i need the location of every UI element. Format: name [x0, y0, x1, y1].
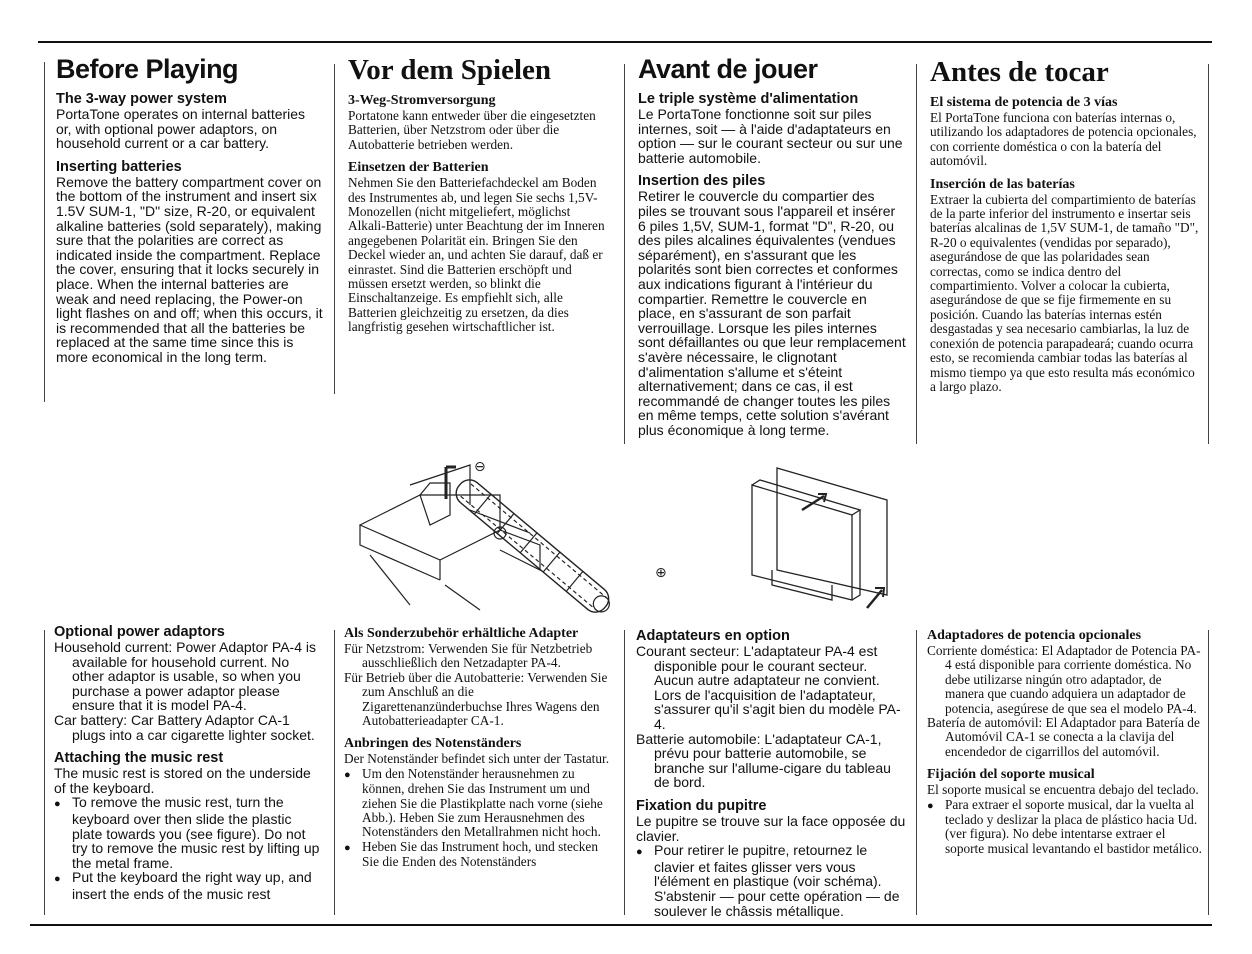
section-heading: Anbringen des Notenständers: [344, 736, 522, 752]
page-title: Avant de jouer: [638, 54, 818, 84]
paragraph: El PortaTone funciona con baterías internas o, utilizando los adaptadores de potencia opcionales, con corriente doméstica o con la batería del automóvil.: [930, 110, 1197, 169]
english-section: [56, 56, 324, 373]
spanish-section: [930, 58, 1202, 402]
section-heading: Attaching the music rest: [54, 750, 224, 767]
list-item: ● To remove the music rest, turn the keyboard over then slide the plastic plate towards you (see figure). Do not try to remove the music rest by lifting up the metal frame.: [54, 795, 324, 870]
top-rule: [38, 41, 1212, 43]
column-divider: [334, 630, 335, 915]
column-divider: [1208, 64, 1209, 444]
battery-insertion-illustration: [350, 455, 680, 615]
plus-terminal-label: ⊕: [655, 565, 667, 581]
spanish-bottom-section: [927, 628, 1202, 856]
paragraph: Extraer la cubierta del compartimiento de baterías de la parte inferior del instrumento e insertar seis baterías alcalinas de 1,5V SUM-1, de tamaño "D", R-20 o equivalentes (vendidas por separado), asegurándose de que las polaridades sean correctas, como se indica dentro del compartimiento. Volver a colocar la cubierta, asegurándose de que se fije firmemente en su posición. Cuando las baterías internas estén desgastadas y sea necesario cambiarlas, la luz de conexión de potencia parapadeará; cuando ocurra esto, se recomienda cambiar todas las baterías al mismo tiempo ya que esto resulta más económico a largo plazo.: [930, 191, 1199, 394]
section-heading: The 3-way power system: [56, 91, 227, 107]
section-heading: Adaptadores de potencia opcionales: [927, 628, 1142, 643]
column-divider: [916, 64, 917, 444]
column-divider: [44, 630, 45, 915]
list-item: ● Pour retirer le pupitre, retournez le clavier et faites glisser vers vous l'élément en plastique (voir schéma). S'abstenir — pour cette opération — de soulever le châssis métallique.: [636, 843, 906, 918]
paragraph: The music rest is stored on the underside of the keyboard.: [54, 765, 311, 796]
section-heading: Optional power adaptors: [54, 624, 225, 640]
list-item: ● Para extraer el soporte musical, dar la vuelta al teclado y deslizar la placa de plástico hacia Ud. (ver figura). No debe intentarse extraer el soporte musical levantando el bastidor metálico.: [927, 798, 1202, 857]
list-item: Batterie automobile: L'adaptateur CA-1, prévu pour batterie automobile, se branche sur l'allume-cigare du tableau de bord.: [636, 730, 891, 791]
list-item: ● Um den Notenständer herausnehmen zu können, drehen Sie das Instrument um und ziehen Sie die Plastikplatte nach vorne (siehe Abb.). Heben Sie zum Herausnehmen des Notenständers den Metallrahmen nicht hoch.: [344, 767, 612, 840]
section-heading: Inserting batteries: [56, 158, 182, 175]
bottom-rule: [30, 924, 1212, 926]
column-divider: [624, 64, 625, 444]
column-divider: [334, 64, 335, 394]
list-item: Car battery: Car Battery Adaptor CA-1 plugs into a car cigarette lighter socket.: [54, 711, 315, 743]
list-item: Courant secteur: L'adaptateur PA-4 est disponible pour le courant secteur. Aucun autre adaptateur ne convient. Lors de l'acquisition de l'adaptateur, s'assurer qu'il s'agit bien du modèle PA-4.: [636, 643, 901, 732]
paragraph: Retirer le couvercle du compartier des piles se trouvant sous l'appareil et insérer 6 piles 1,5V, SUM-1, format "D", R-20, ou des piles alcalines équivalentes (vendues séparément), en s'assurant que les polarités sont bien correctes et conformes aux indications figurant à l'intérieur du compartier. Remettre le couvercle en place, en s'assurant de son parfait verrouillage. Lorsque les piles internes sont défaillantes ou que leur remplacement s'avère nécessaire, le clignotant d'alimentation s'allume et s'éteint alternativement; dans ce cas, il est recommandé de changer toutes les piles en même temps, cette solution s'avérant plus économique à long terme.: [638, 188, 906, 438]
section-heading: Fixation du pupitre: [636, 797, 767, 814]
french-section: [638, 56, 906, 445]
section-heading: Einsetzen der Batterien: [348, 160, 489, 176]
section-heading: Fijación del soporte musical: [927, 767, 1095, 783]
paragraph: Der Notenständer befindet sich unter der Tastatur.: [344, 751, 610, 767]
section-heading: Inserción de las baterías: [930, 176, 1075, 192]
paragraph: El soporte musical se encuentra debajo del teclado.: [927, 782, 1199, 798]
column-divider: [44, 62, 45, 402]
column-divider: [1208, 630, 1209, 915]
list-item: ● Heben Sie das Instrument hoch, und stecken Sie die Enden des Notenständers: [344, 840, 612, 870]
battery-cover-illustration: [732, 460, 892, 610]
minus-terminal-label: ⊖: [474, 459, 486, 475]
paragraph: Portatone kann entweder über die eingesetzten Batterien, über Netzstrom oder über die Autobatterie betrieben werden.: [348, 108, 596, 152]
page-title: Antes de tocar: [930, 56, 1109, 88]
section-heading: 3-Weg-Stromversorgung: [348, 93, 496, 108]
german-bottom-section: [344, 626, 612, 870]
section-heading: Insertion des piles: [638, 173, 766, 190]
list-item: Corriente doméstica: El Adaptador de Potencia PA-4 está disponible para corriente doméstica. No debe utilizarse ningún otro adaptador, de manera que cuando adquiera un adaptador de potencia, asegúrese de que sea el modelo PA-4.: [927, 643, 1201, 716]
paragraph: Le pupitre se trouve sur la face opposée du clavier.: [636, 812, 906, 844]
list-item: ● Put the keyboard the right way up, and insert the ends of the music rest: [54, 870, 324, 901]
list-item: Household current: Power Adaptor PA-4 is available for household current. No other adaptor is usable, so when you purchase a power adaptor please ensure that it is model PA-4.: [54, 639, 316, 714]
list-item: Für Netzstrom: Verwenden Sie für Netzbetrieb ausschließlich den Netzadapter PA-4.: [344, 641, 593, 671]
german-section: [348, 56, 610, 343]
paragraph: Nehmen Sie den Batteriefachdeckel am Boden des Instrumentes ab, und legen Sie sechs 1,5V-Monozellen (nicht mitgeliefert, möglichst Alkali-Batterie) unter Beachtung der im Inneren angegebenen Polarität ein. Bringen Sie den Deckel wieder an, und achten Sie darauf, daß er einrastet. Sind die Batterien erschöpft und müssen ersetzt werden, so blinkt die Einschaltanzeige. Es empfiehlt sich, alle Batterien gleichzeitig zu ersetzen, da dies langfristig gesehen wirtschaftlicher ist.: [348, 175, 605, 335]
page-title: Vor dem Spielen: [348, 54, 552, 86]
list-item: Batería de automóvil: El Adaptador para Batería de Automóvil CA-1 se conecta a la clavija del encendedor de cigarrillos del automóvil.: [927, 715, 1200, 759]
paragraph: PortaTone operates on internal batteries or, with optional power adaptors, on household current or a car battery.: [56, 106, 306, 152]
column-divider: [624, 630, 625, 915]
paragraph: Le PortaTone fonctionne soit sur piles internes, soit — à l'aide d'adaptateurs en option — sur le courant secteur ou sur une batterie automobile.: [638, 106, 903, 166]
section-heading: Als Sonderzubehör erhältliche Adapter: [344, 626, 579, 641]
english-bottom-section: [54, 624, 324, 902]
page-title: Before Playing: [56, 54, 239, 84]
section-heading: Adaptateurs en option: [636, 628, 790, 644]
section-heading: El sistema de potencia de 3 vías: [930, 95, 1118, 110]
paragraph: Remove the battery compartment cover on the bottom of the instrument and insert six 1.5V SUM-1, "D" size, R-20, or equivalent alkaline batteries (sold separately), making sure that the polarities are correct as indicated inside the compartment. Replace the cover, ensuring that it locks securely in place. When the internal batteries are weak and need replacing, the Power-on light flashes on and off; when this occurs, it is recommended that all the batteries be replaced at the same time since this is more economical in the long term.: [56, 173, 323, 365]
section-heading: Le triple système d'alimentation: [638, 91, 859, 107]
list-item: Für Betrieb über die Autobatterie: Verwenden Sie zum Anschluß an die Zigarettenanzünderbuchse Ihres Wagens den Autobatterieadapter CA-1.: [344, 669, 608, 729]
column-divider: [916, 630, 917, 915]
french-bottom-section: [636, 628, 906, 918]
